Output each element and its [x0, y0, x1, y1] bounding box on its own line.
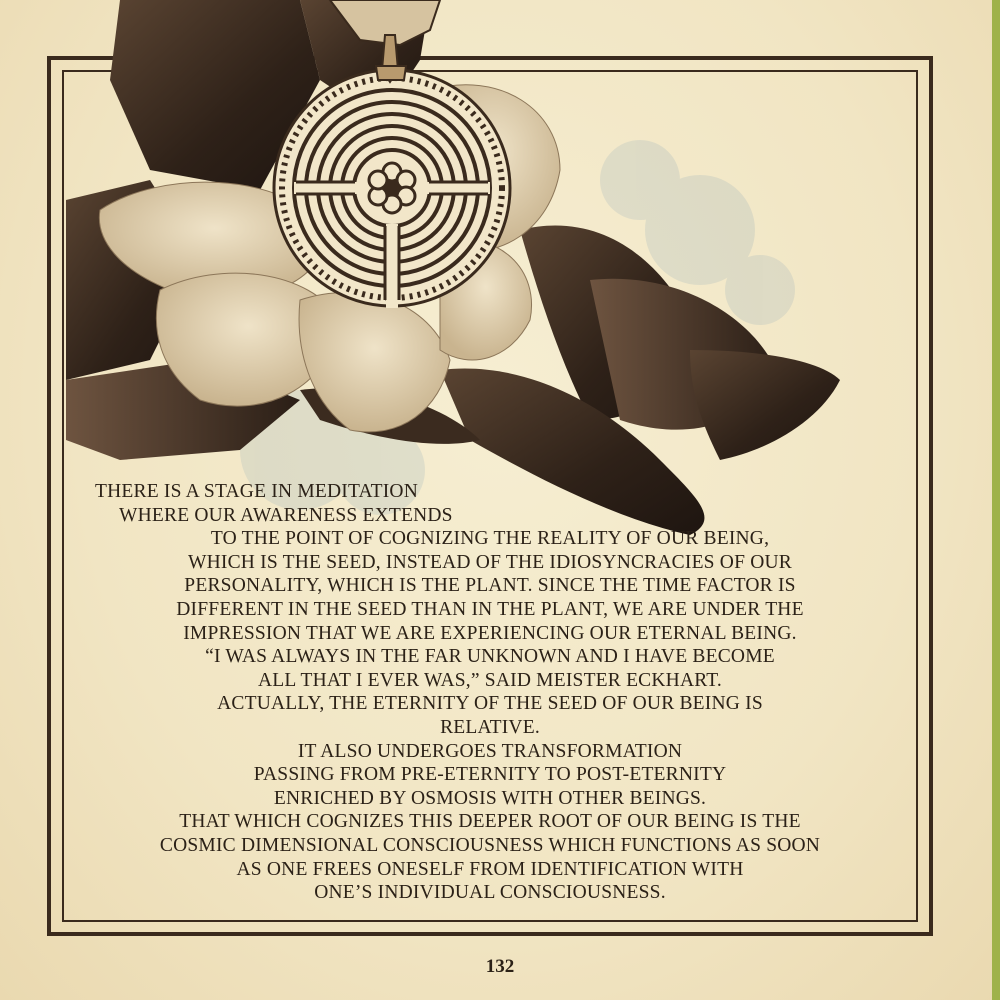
text-line: DIFFERENT IN THE SEED THAN IN THE PLANT, WE ARE UNDER THE	[176, 598, 804, 620]
text-line: “I WAS ALWAYS IN THE FAR UNKNOWN AND I HAVE BECOME	[205, 646, 775, 668]
text-line: PASSING FROM PRE-ETERNITY TO POST-ETERNITY	[253, 764, 727, 786]
meditation-passage	[70, 480, 910, 905]
text-line: IT ALSO UNDERGOES TRANSFORMATION	[297, 740, 683, 762]
labyrinth-medallion	[274, 70, 510, 308]
text-line: ALL THAT I EVER WAS,” SAID MEISTER ECKHART.	[257, 669, 723, 691]
text-line: ACTUALLY, THE ETERNITY OF THE SEED OF OUR BEING IS	[217, 693, 763, 715]
text-line: IMPRESSION THAT WE ARE EXPERIENCING OUR ETERNAL BEING.	[183, 622, 797, 644]
text-line: WHICH IS THE SEED, INSTEAD OF THE IDIOSYNCRACIES OF OUR	[188, 551, 792, 573]
text-line: WHERE OUR AWARENESS EXTENDS	[119, 504, 453, 526]
text-line: AS ONE FREES ONESELF FROM IDENTIFICATION WITH	[236, 858, 744, 880]
text-line: RELATIVE.	[440, 716, 540, 738]
text-line: THAT WHICH COGNIZES THIS DEEPER ROOT OF OUR BEING IS THE	[179, 811, 801, 833]
page-number: 132	[485, 956, 515, 977]
text-line: TO THE POINT OF COGNIZING THE REALITY OF OUR BEING,	[210, 528, 770, 550]
text-line: PERSONALITY, WHICH IS THE PLANT. SINCE THE TIME FACTOR IS	[184, 575, 796, 597]
text-line: COSMIC DIMENSIONAL CONSCIOUSNESS WHICH FUNCTIONS AS SOON	[159, 834, 821, 856]
rosette-center	[369, 163, 415, 213]
text-line: THERE IS A STAGE IN MEDITATION	[95, 481, 418, 502]
text-line: ENRICHED BY OSMOSIS WITH OTHER BEINGS.	[273, 787, 707, 809]
text-line: ONE’S INDIVIDUAL CONSCIOUSNESS.	[314, 882, 666, 904]
